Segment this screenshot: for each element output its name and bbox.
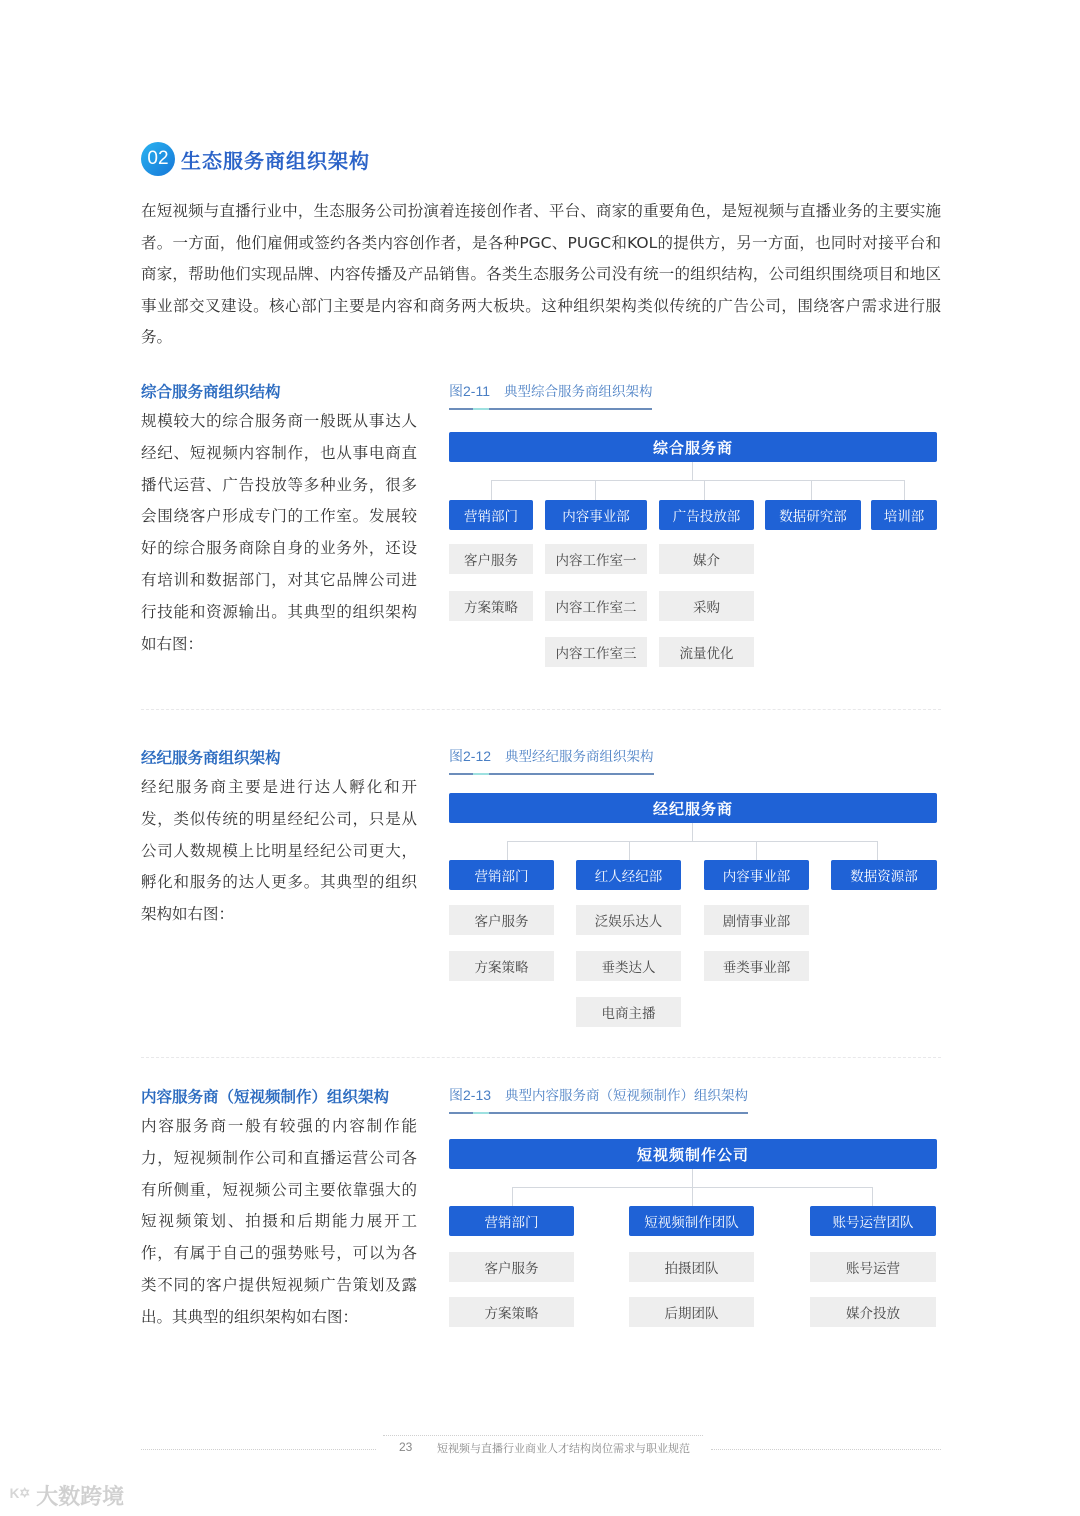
footer-rule bbox=[711, 1449, 941, 1450]
org-chart-comprehensive bbox=[449, 432, 937, 672]
figure-number: 图2-13 bbox=[449, 1087, 492, 1103]
connector bbox=[629, 841, 630, 860]
connector bbox=[512, 1187, 513, 1206]
block-2-subtitle: 经纪服务商组织架构 bbox=[141, 749, 281, 767]
sub-unit: 垂类达人 bbox=[576, 951, 681, 981]
figure-2-12-caption bbox=[449, 745, 654, 766]
page-number: 23 bbox=[399, 1440, 413, 1454]
org-chart-agency bbox=[449, 793, 937, 1033]
block-2-text: 经纪服务商主要是进行达人孵化和开发，类似传统的明星经纪公司，只是从公司人数规模上比明星经纪公司更大，孵化和服务的达人更多。其典型的组织架构如右图： bbox=[141, 778, 417, 924]
connector bbox=[507, 841, 508, 860]
connector bbox=[872, 1187, 873, 1206]
sub-unit: 客户服务 bbox=[449, 905, 554, 935]
section-number-badge: 02 bbox=[141, 142, 175, 176]
caption-underline bbox=[449, 408, 652, 410]
sub-unit: 方案策略 bbox=[449, 1297, 574, 1327]
sub-unit: 电商主播 bbox=[576, 997, 681, 1027]
sub-unit: 泛娱乐达人 bbox=[576, 905, 681, 935]
footer-title: 短视频与直播行业商业人才结构岗位需求与职业规范 bbox=[437, 1442, 690, 1455]
sub-unit: 后期团队 bbox=[629, 1297, 754, 1327]
connector bbox=[692, 823, 693, 841]
block-3-text: 内容服务商一般有较强的内容制作能力，短视频制作公司和直播运营公司各有所侧重，短视频公司主要依靠强大的短视频策划、拍摄和后期能力展开工作，有属于自己的强势账号，可以为各类不同的客户提供短视频广告策划及露出。其典型的组织架构如右图： bbox=[141, 1117, 417, 1326]
section-divider bbox=[141, 709, 941, 710]
sub-unit: 内容工作室二 bbox=[545, 591, 647, 621]
sub-unit: 客户服务 bbox=[449, 1252, 574, 1282]
sub-unit: 内容工作室一 bbox=[545, 544, 647, 574]
connector bbox=[491, 480, 904, 481]
caption-underline bbox=[449, 773, 654, 775]
sub-unit: 客户服务 bbox=[449, 544, 533, 574]
connector bbox=[877, 841, 878, 860]
dept-marketing: 营销部门 bbox=[449, 860, 554, 890]
connector bbox=[692, 1187, 693, 1206]
section-heading bbox=[141, 142, 370, 176]
dept-marketing: 营销部门 bbox=[449, 1206, 574, 1236]
dept-advertising: 广告投放部 bbox=[659, 500, 754, 530]
figure-title: 典型经纪服务商组织架构 bbox=[505, 749, 654, 765]
watermark-text: 大数跨境 bbox=[36, 1485, 125, 1510]
block-3-subtitle: 内容服务商（短视频制作）组织架构 bbox=[141, 1088, 390, 1106]
dept-data-research: 数据研究部 bbox=[765, 500, 861, 530]
sub-unit: 内容工作室三 bbox=[545, 637, 647, 667]
connector bbox=[756, 841, 757, 860]
connector bbox=[704, 480, 705, 500]
dept-content: 内容事业部 bbox=[545, 500, 647, 530]
connector bbox=[811, 480, 812, 500]
sub-unit: 方案策略 bbox=[449, 951, 554, 981]
org-root: 短视频制作公司 bbox=[449, 1139, 937, 1169]
dept-data-resources: 数据资源部 bbox=[831, 860, 937, 890]
figure-2-13-caption bbox=[449, 1084, 748, 1105]
dept-video-production: 短视频制作团队 bbox=[629, 1206, 754, 1236]
sub-unit: 流量优化 bbox=[659, 637, 754, 667]
block-1-subtitle: 综合服务商组织结构 bbox=[141, 383, 281, 401]
block-1-text: 规模较大的综合服务商一般既从事达人经纪、短视频内容制作，也从事电商直播代运营、广告投放等多种业务，很多会围绕客户形成专门的工作室。发展较好的综合服务商除自身的业务外，还设有培训和数据部门，对其它品牌公司进行技能和资源输出。其典型的组织架构如右图： bbox=[141, 412, 417, 653]
dept-training: 培训部 bbox=[871, 500, 937, 530]
sub-unit: 垂类事业部 bbox=[704, 951, 809, 981]
dept-account-operations: 账号运营团队 bbox=[810, 1206, 936, 1236]
figure-2-11-caption bbox=[449, 380, 652, 401]
connector bbox=[692, 462, 693, 480]
sub-unit: 账号运营 bbox=[810, 1252, 936, 1282]
org-root: 经纪服务商 bbox=[449, 793, 937, 823]
sub-unit: 采购 bbox=[659, 591, 754, 621]
caption-underline bbox=[449, 1112, 748, 1114]
figure-title: 典型综合服务商组织架构 bbox=[503, 384, 653, 400]
connector bbox=[595, 480, 596, 500]
section-title: 生态服务商组织架构 bbox=[181, 148, 370, 173]
dept-talent-agency: 红人经纪部 bbox=[576, 860, 681, 890]
sub-unit: 方案策略 bbox=[449, 591, 533, 621]
dept-content: 内容事业部 bbox=[704, 860, 809, 890]
sub-unit: 拍摄团队 bbox=[629, 1252, 754, 1282]
watermark bbox=[10, 1480, 124, 1511]
sub-unit: 剧情事业部 bbox=[704, 905, 809, 935]
figure-number: 图2-11 bbox=[449, 383, 490, 399]
page-footer bbox=[141, 1435, 941, 1457]
connector bbox=[904, 480, 905, 500]
figure-title: 典型内容服务商（短视频制作）组织架构 bbox=[505, 1088, 749, 1104]
section-divider bbox=[141, 1057, 941, 1058]
sub-unit: 媒介 bbox=[659, 544, 754, 574]
intro-paragraph: 在短视频与直播行业中，生态服务公司扮演着连接创作者、平台、商家的重要角色，是短视频与直播业务的主要实施者。一方面，他们雇佣或签约各类内容创作者，是各种PGC、PUGC和KOL的提供方，另一方面，也同时对接平台和商家，帮助他们实现品牌、内容传播及产品销售。各类生态服务公司没有统一的组织结构，公司组织围绕项目和地区事业部交叉建设。核心部门主要是内容和商务两大板块。这种组织架构类似传统的广告公司，围绕客户需求进行服务。 bbox=[141, 202, 941, 347]
connector bbox=[507, 841, 877, 842]
org-root: 综合服务商 bbox=[449, 432, 937, 462]
connector bbox=[491, 480, 492, 500]
sub-unit: 媒介投放 bbox=[810, 1297, 936, 1327]
footer-rule bbox=[141, 1449, 376, 1450]
figure-number: 图2-12 bbox=[449, 748, 492, 764]
connector bbox=[692, 1169, 693, 1187]
org-chart-content bbox=[449, 1139, 937, 1329]
dept-marketing: 营销部门 bbox=[449, 500, 533, 530]
watermark-logo-icon: ᴷ꙳ bbox=[10, 1486, 31, 1508]
